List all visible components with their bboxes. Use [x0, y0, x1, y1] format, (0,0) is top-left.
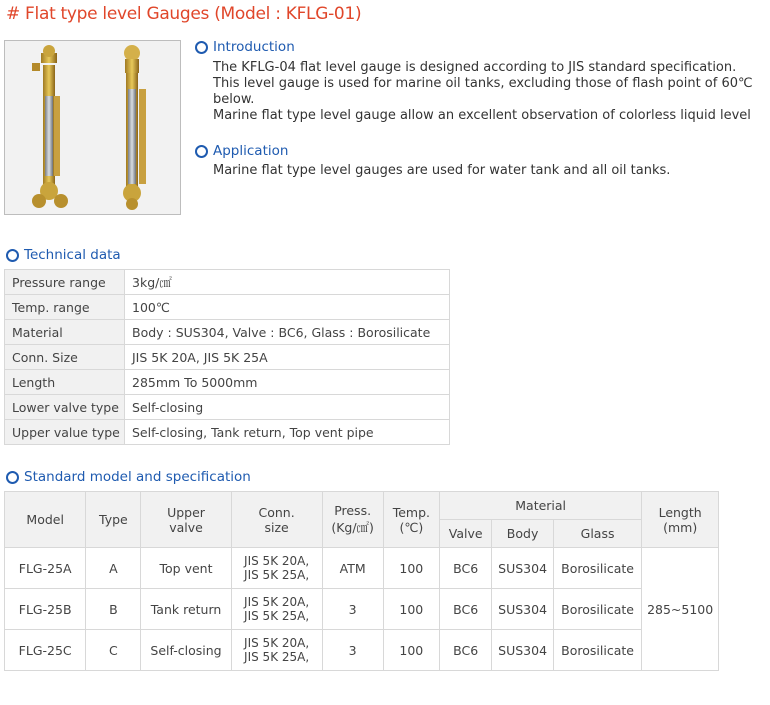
row-label: Pressure range: [5, 270, 125, 295]
header-text: Temp.: [392, 504, 430, 520]
introduction-text: [213, 60, 763, 124]
row-value: 3kg/㎠: [125, 270, 450, 295]
cell-body: SUS304: [492, 589, 554, 630]
technical-data-table: [4, 269, 450, 445]
conn-line: JIS 5K 25A,: [244, 609, 310, 623]
row-value: 285mm To 5000mm: [125, 370, 450, 395]
technical-data-heading-text: Technical data: [24, 247, 121, 263]
cell-temp: 100: [383, 630, 439, 671]
cell-valve: BC6: [439, 548, 491, 589]
row-label: Length: [5, 370, 125, 395]
header-text: Upper: [167, 504, 205, 520]
header-text: Press.: [334, 503, 372, 518]
header-text: valve: [169, 519, 203, 535]
row-label: Upper value type: [5, 420, 125, 445]
header-text: (Kg/㎠): [331, 520, 374, 535]
cell-body: SUS304: [492, 630, 554, 671]
cell-temp: 100: [383, 548, 439, 589]
table-row: [5, 420, 450, 445]
cell-model: FLG-25B: [5, 589, 86, 630]
introduction-heading: [195, 39, 295, 55]
bullet-icon: [6, 471, 19, 484]
standard-model-table: [4, 491, 719, 671]
cell-upper-valve: Tank return: [141, 589, 231, 630]
row-value: JIS 5K 20A, JIS 5K 25A: [125, 345, 450, 370]
cell-upper-valve: Top vent: [141, 548, 231, 589]
table-row: [5, 630, 719, 671]
row-value: Self-closing, Tank return, Top vent pipe: [125, 420, 450, 445]
header-length: [642, 492, 719, 548]
header-valve: Valve: [439, 520, 491, 548]
cell-valve: BC6: [439, 630, 491, 671]
table-row: [5, 345, 450, 370]
header-upper-valve: [141, 492, 231, 548]
conn-line: JIS 5K 25A,: [244, 650, 310, 664]
table-row: [5, 320, 450, 345]
cell-type: A: [86, 548, 141, 589]
cell-upper-valve: Self-closing: [141, 630, 231, 671]
header-press: [322, 492, 383, 548]
row-value: 100℃: [125, 295, 450, 320]
row-label: Lower valve type: [5, 395, 125, 420]
intro-line: This level gauge is used for marine oil tanks, excluding those of flash point of 60℃: [213, 76, 753, 91]
table-row: [5, 270, 450, 295]
page-title: # Flat type level Gauges (Model : KFLG-01): [6, 4, 362, 24]
cell-glass: Borosilicate: [553, 548, 641, 589]
row-value: Self-closing: [125, 395, 450, 420]
row-label: Conn. Size: [5, 345, 125, 370]
application-text: Marine flat type level gauges are used for water tank and all oil tanks.: [213, 163, 671, 178]
bullet-icon: [195, 145, 208, 158]
header-text: (℃): [399, 519, 424, 535]
cell-conn-size: [231, 630, 322, 671]
intro-line: The KFLG-04 flat level gauge is designed according to JIS standard specification.: [213, 60, 737, 75]
cell-type: B: [86, 589, 141, 630]
product-photo: [4, 40, 181, 215]
header-text: size: [264, 519, 289, 535]
bullet-icon: [6, 249, 19, 262]
table-row: [5, 395, 450, 420]
table-row: [5, 548, 719, 589]
introduction-heading-text: Introduction: [213, 39, 295, 55]
header-text: (mm): [663, 519, 698, 535]
table-row: [5, 295, 450, 320]
header-text: Conn.: [258, 504, 295, 520]
header-type: Type: [86, 492, 141, 548]
header-temp: [383, 492, 439, 548]
cell-glass: Borosilicate: [553, 589, 641, 630]
level-gauge-illustration: [5, 41, 180, 214]
cell-conn-size: [231, 548, 322, 589]
cell-model: FLG-25A: [5, 548, 86, 589]
cell-glass: Borosilicate: [553, 630, 641, 671]
application-heading-text: Application: [213, 143, 289, 159]
table-row: [5, 589, 719, 630]
header-row: [5, 492, 719, 520]
technical-data-heading: [6, 247, 121, 263]
header-body: Body: [492, 520, 554, 548]
conn-line: JIS 5K 20A,: [244, 636, 310, 650]
intro-line: Marine flat type level gauge allow an excellent observation of colorless liquid level: [213, 108, 751, 123]
bullet-icon: [195, 41, 208, 54]
header-glass: Glass: [553, 520, 641, 548]
cell-temp: 100: [383, 589, 439, 630]
cell-body: SUS304: [492, 548, 554, 589]
cell-valve: BC6: [439, 589, 491, 630]
conn-line: JIS 5K 20A,: [244, 554, 310, 568]
row-value: Body : SUS304, Valve : BC6, Glass : Borosilicate: [125, 320, 450, 345]
conn-line: JIS 5K 20A,: [244, 595, 310, 609]
header-conn-size: [231, 492, 322, 548]
header-material: Material: [439, 492, 641, 520]
cell-press: 3: [322, 589, 383, 630]
standard-model-heading-text: Standard model and specification: [24, 469, 251, 485]
row-label: Material: [5, 320, 125, 345]
header-model: Model: [5, 492, 86, 548]
cell-press: 3: [322, 630, 383, 671]
cell-press: ATM: [322, 548, 383, 589]
table-row: [5, 370, 450, 395]
intro-line: below.: [213, 92, 255, 107]
application-heading: [195, 143, 288, 159]
cell-conn-size: [231, 589, 322, 630]
cell-model: FLG-25C: [5, 630, 86, 671]
standard-model-heading: [6, 469, 251, 485]
row-label: Temp. range: [5, 295, 125, 320]
cell-type: C: [86, 630, 141, 671]
conn-line: JIS 5K 25A,: [244, 568, 310, 582]
header-text: Length: [658, 504, 702, 520]
cell-length: 285~5100: [642, 548, 719, 671]
